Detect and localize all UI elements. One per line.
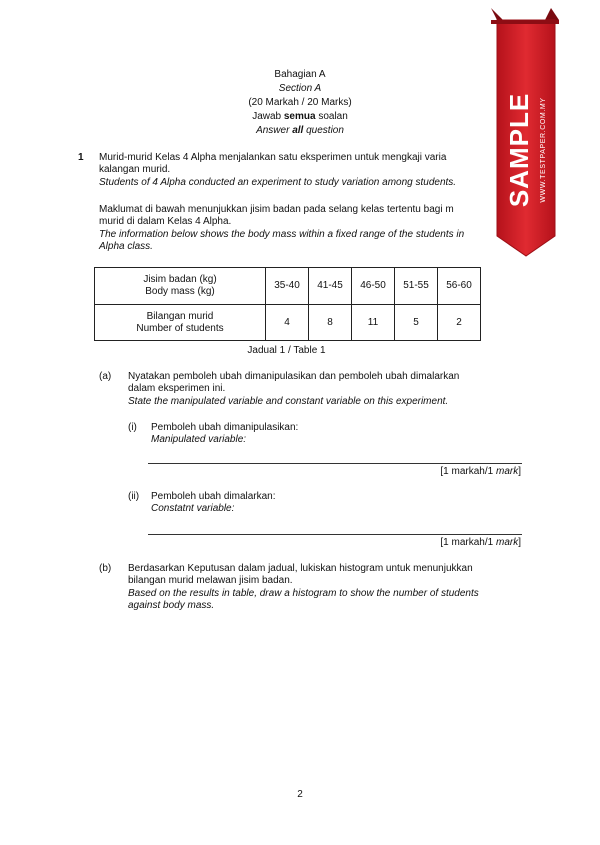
ribbon-shape: [489, 0, 561, 258]
part-a-text-ms-2: dalam eksperimen ini.: [128, 383, 226, 394]
row-label-ms: Jisim badan (kg): [143, 274, 217, 285]
table-row-header: [95, 305, 266, 341]
row-label-en: Number of students: [136, 322, 224, 334]
watermark-site: WWW.TESTPAPER.COM.MY: [540, 97, 547, 203]
question-info-ms-1: Maklumat di bawah menunjukkan jisim badan pada selang kelas tertentu bagi m: [99, 204, 454, 215]
part-a-ii-text-ms: Pemboleh ubah dimalarkan:: [151, 491, 276, 502]
table-cell-range: 35-40: [266, 268, 309, 305]
table-cell-count: 5: [395, 305, 438, 341]
row-label-ms: Bilangan murid: [146, 310, 214, 322]
section-title-ms: Bahagian A: [274, 69, 326, 80]
question-intro-ms-2: kalangan murid.: [99, 164, 171, 175]
part-a-ii-label: (ii): [128, 491, 140, 502]
question-intro-ms-1: Murid-murid Kelas 4 Alpha menjalankan satu eksperimen untuk mengkaji varia: [99, 152, 447, 163]
part-a-i-label: (i): [128, 422, 137, 433]
question-number: 1: [78, 152, 84, 163]
answer-line-ii[interactable]: [148, 534, 522, 535]
part-b-label: (b): [99, 563, 112, 574]
table-row-students: [95, 305, 481, 341]
mark-allocation-ii: [1 markah/1 mark]: [440, 537, 521, 548]
part-b-text-en-1: Based on the results in table, draw a histogram to show the number of students: [128, 588, 479, 599]
table-cell-count: 2: [438, 305, 481, 341]
table-cell-range: 51-55: [395, 268, 438, 305]
question-info-ms-2: murid di dalam Kelas 4 Alpha.: [99, 216, 232, 227]
part-b-text-ms-1: Berdasarkan Keputusan dalam jadual, lukiskan histogram untuk menunjukkan: [128, 563, 473, 574]
table-cell-range: 46-50: [352, 268, 395, 305]
part-a-text-en: State the manipulated variable and constant variable on this experiment.: [128, 396, 449, 407]
watermark-word: SAMPLE: [504, 92, 534, 208]
part-a-i-text-ms: Pemboleh ubah dimanipulasikan:: [151, 422, 299, 433]
part-a-i-text-en: Manipulated variable:: [151, 434, 247, 445]
question-intro-en: Students of 4 Alpha conducted an experiment to study variation among students.: [99, 177, 457, 188]
table-cell-count: 4: [266, 305, 309, 341]
section-title-en: Section A: [278, 83, 322, 94]
table-cell-count: 8: [309, 305, 352, 341]
table-cell-range: 56-60: [438, 268, 481, 305]
sample-watermark-ribbon: [489, 0, 561, 258]
mark-allocation-i: [1 markah/1 mark]: [440, 466, 521, 477]
table-row-body-mass: [95, 268, 481, 305]
part-a-text-ms-1: Nyatakan pemboleh ubah dimanipulasikan dan pemboleh ubah dimalarkan: [128, 371, 460, 382]
table-cell-count: 11: [352, 305, 395, 341]
row-label-en: Body mass (kg): [145, 286, 215, 297]
part-b-text-en-2: against body mass.: [128, 600, 215, 611]
table-row-header: [95, 268, 266, 305]
part-a-label: (a): [99, 371, 112, 382]
table-caption: Jadual 1 / Table 1: [247, 345, 326, 356]
instruction-en: Answer all question: [256, 125, 344, 136]
body-mass-table: [94, 267, 481, 341]
table-cell-range: 41-45: [309, 268, 352, 305]
page-number: 2: [297, 789, 303, 800]
part-a-ii-text-en: Constatnt variable:: [151, 503, 235, 514]
part-b-text-ms-2: bilangan murid melawan jisim badan.: [128, 575, 293, 586]
marks-info: (20 Markah / 20 Marks): [248, 97, 352, 108]
instruction-ms: Jawab semua soalan: [252, 111, 348, 122]
question-info-en-2: Alpha class.: [99, 241, 153, 252]
question-info-en-1: The information below shows the body mass within a fixed range of the students in: [99, 229, 465, 240]
answer-line-i[interactable]: [148, 463, 522, 464]
